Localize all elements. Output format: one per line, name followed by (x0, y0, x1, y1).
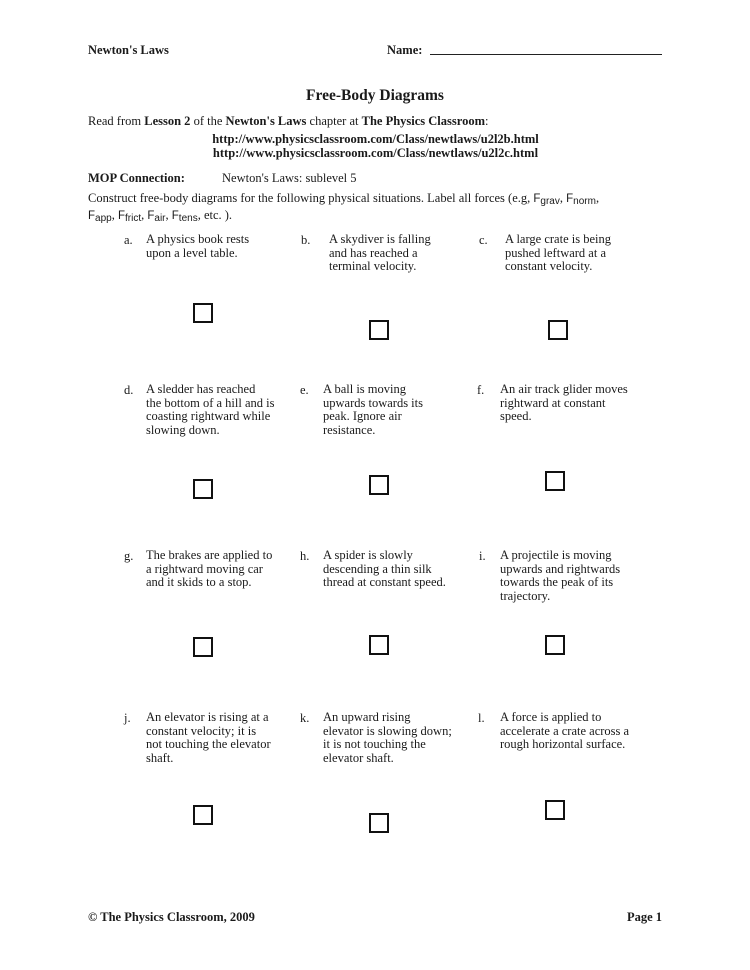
force-subscript: air (154, 213, 166, 224)
problem-line: shaft. (146, 750, 174, 765)
diagram-box[interactable] (193, 805, 213, 825)
diagram-box[interactable] (545, 635, 565, 655)
diagram-box[interactable] (193, 637, 213, 657)
lesson-name: Lesson 2 (144, 114, 191, 128)
problem-line: speed. (500, 409, 532, 424)
problem-text (146, 383, 296, 437)
separator: , (197, 208, 204, 222)
problem-line: A ball is moving (323, 382, 406, 396)
reading-url-link[interactable]: http://www.physicsclassroom.com/Class/newtlaws/u2l2b.html (212, 132, 539, 146)
diagram-box[interactable] (193, 303, 213, 323)
problem-line: accelerate a crate across a (500, 723, 630, 738)
force-symbol: F (88, 210, 96, 222)
problem-text (146, 711, 301, 765)
force-subscript: norm (573, 196, 596, 207)
problem-line: A large crate is being (505, 232, 611, 246)
force-subscript: grav (540, 196, 560, 207)
problem-text (500, 711, 665, 752)
problem-line: A physics book rests (146, 232, 250, 246)
problem-letter: d. (124, 383, 134, 397)
separator: , (595, 191, 600, 205)
diagram-box[interactable] (369, 635, 389, 655)
read-from-prefix: Read from (88, 114, 145, 128)
problem-text (500, 549, 660, 603)
problem-line: descending a thin silk (323, 561, 432, 576)
problem-letter: j. (124, 711, 131, 725)
problem-letter: l. (478, 711, 485, 725)
problem-line: The brakes are applied to (146, 548, 273, 562)
problem-text (323, 711, 478, 765)
problem-line: rough horizontal surface. (500, 737, 626, 752)
problem-line: trajectory. (500, 588, 551, 603)
footer-page-number: Page 1 (626, 910, 662, 924)
problem-line: upwards and rightwards (500, 561, 621, 576)
problem-letter: i. (479, 549, 486, 563)
problem-line: and has reached a (329, 245, 418, 260)
reading-url-link[interactable]: http://www.physicsclassroom.com/Class/newtlaws/u2l2c.html (212, 145, 539, 160)
read-from-mid1: of the (190, 114, 226, 128)
problem-text (146, 233, 296, 260)
page-title: Free-Body Diagrams (306, 87, 444, 104)
read-from-suffix: : (485, 114, 489, 128)
problem-line: a rightward moving car (146, 561, 263, 576)
problem-line: An elevator is rising at a (146, 710, 269, 724)
diagram-box[interactable] (545, 800, 565, 820)
problem-line: and it skids to a stop. (146, 575, 252, 590)
problem-line: it is not touching the (323, 737, 426, 752)
separator: , (111, 208, 118, 222)
separator: , (559, 191, 567, 205)
problem-letter: g. (124, 549, 134, 563)
separator: , (165, 208, 172, 222)
diagram-box[interactable] (369, 813, 389, 833)
problem-line: rightward at constant (500, 395, 606, 410)
read-from-mid2: chapter at (306, 114, 362, 128)
diagram-box[interactable] (369, 475, 389, 495)
diagram-box[interactable] (369, 320, 389, 340)
problem-letter: h. (300, 549, 310, 563)
problem-line: A force is applied to (500, 710, 602, 724)
problem-line: coasting rightward while (146, 409, 271, 424)
footer-copyright: © The Physics Classroom, 2009 (88, 910, 255, 924)
force-symbol: F (533, 193, 541, 205)
problem-text (323, 549, 473, 590)
problem-line: thread at constant speed. (323, 575, 446, 590)
problem-line: elevator shaft. (323, 750, 394, 765)
diagram-box[interactable] (193, 479, 213, 499)
name-blank-line[interactable] (430, 54, 662, 55)
separator: , (141, 208, 148, 222)
problem-line: the bottom of a hill and is (146, 395, 275, 410)
mop-connection-label: MOP Connection: (88, 171, 185, 185)
problem-letter: f. (477, 383, 485, 397)
problem-line: slowing down. (146, 422, 220, 437)
force-symbol: F (566, 193, 574, 205)
problem-text (323, 383, 473, 437)
problem-line: terminal velocity. (329, 259, 417, 274)
problem-letter: c. (479, 233, 488, 247)
problem-line: upwards towards its (323, 395, 423, 410)
problem-text (500, 383, 660, 424)
name-label: Name: (387, 43, 423, 57)
problem-line: elevator is slowing down; (323, 723, 452, 738)
instructions-text: Construct free-body diagrams for the following physical situations. Label all forces (e.g, (88, 191, 534, 205)
problem-line: constant velocity; it is (146, 723, 257, 738)
problem-line: upon a level table. (146, 245, 238, 260)
diagram-box[interactable] (545, 471, 565, 491)
force-symbol: F (171, 210, 179, 222)
problem-text (329, 233, 479, 274)
chapter-name: Newton's Laws (225, 114, 307, 128)
instructions (88, 190, 678, 224)
force-symbol: F (147, 210, 155, 222)
mop-connection-value: Newton's Laws: sublevel 5 (222, 171, 357, 185)
problem-line: not touching the elevator (146, 737, 271, 752)
problem-letter: k. (300, 711, 310, 725)
force-symbol: F (117, 210, 125, 222)
force-subscript: frict (125, 213, 142, 224)
problem-line: A skydiver is falling (329, 232, 431, 246)
reading-assignment (88, 114, 488, 129)
reading-urls (0, 133, 750, 160)
problem-line: An air track glider moves (500, 382, 628, 396)
force-subscript: tens (178, 213, 198, 224)
problem-line: A sledder has reached (146, 382, 256, 396)
problem-text (146, 549, 296, 590)
site-name: The Physics Classroom (361, 114, 485, 128)
force-subscript: app (95, 213, 112, 224)
problem-text (505, 233, 655, 274)
problem-line: pushed leftward at a (505, 245, 607, 260)
problem-line: constant velocity. (505, 259, 593, 274)
problem-line: An upward rising (323, 710, 411, 724)
problem-line: A projectile is moving (500, 548, 612, 562)
problem-line: A spider is slowly (323, 548, 413, 562)
header-unit-title: Newton's Laws (88, 43, 169, 57)
problem-letter: e. (300, 383, 309, 397)
problem-letter: a. (124, 233, 133, 247)
problem-letter: b. (301, 233, 311, 247)
instructions-ending: etc. ). (203, 208, 233, 222)
problem-line: towards the peak of its (500, 575, 614, 590)
problem-line: peak. Ignore air (323, 409, 402, 424)
diagram-box[interactable] (548, 320, 568, 340)
problem-line: resistance. (323, 422, 376, 437)
